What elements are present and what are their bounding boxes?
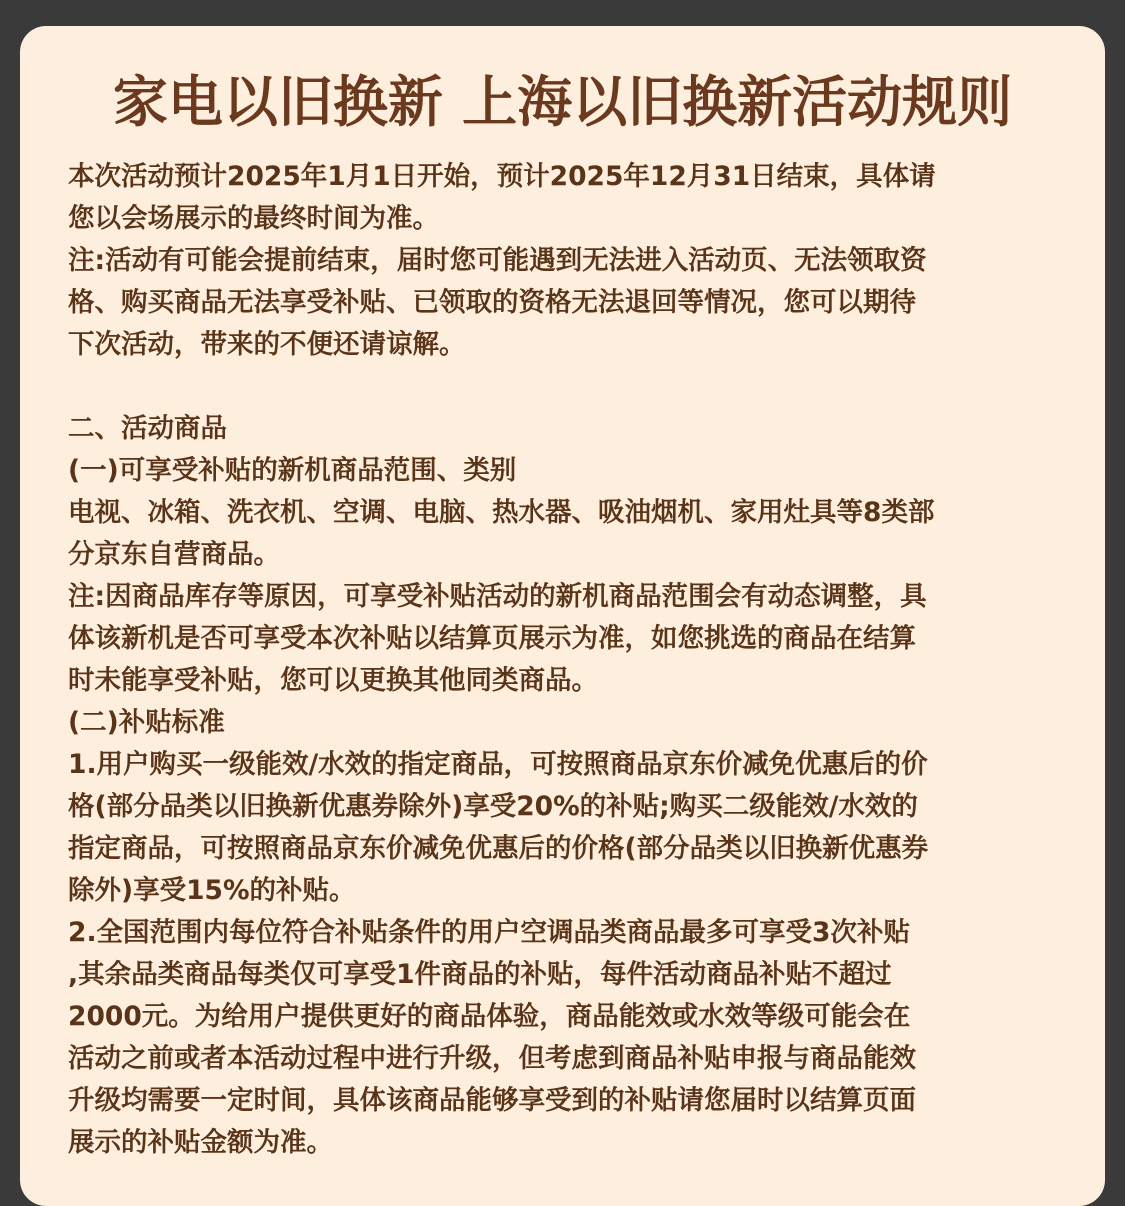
paragraph-gap	[68, 366, 1068, 408]
text-line: 格(部分品类以旧换新优惠券除外)享受20%的补贴;购买二级能效/水效的	[68, 791, 918, 822]
text-line: 时未能享受补贴，您可以更换其他同类商品。	[68, 665, 598, 696]
section-products	[68, 408, 1068, 1164]
text-line: 本次活动预计2025年1月1日开始，预计2025年12月31日结束，具体请	[68, 161, 936, 192]
text-line: 2000元。为给用户提供更好的商品体验，商品能效或水效等级可能会在	[68, 1001, 911, 1032]
section-heading: 二、活动商品	[68, 413, 227, 444]
rules-body	[68, 156, 1068, 1164]
text-line: 您以会场展示的最终时间为准。	[68, 203, 439, 234]
text-line: 注:因商品库存等原因，可享受补贴活动的新机商品范围会有动态调整，具	[68, 581, 927, 612]
text-line: 下次活动，带来的不便还请谅解。	[68, 329, 466, 360]
intro-paragraph	[68, 156, 1068, 240]
page-title: 家电以旧换新 上海以旧换新活动规则	[112, 70, 1013, 134]
text-line: 格、购买商品无法享受补贴、已领取的资格无法退回等情况，您可以期待	[68, 287, 916, 318]
text-line: 指定商品，可按照商品京东价减免优惠后的价格(部分品类以旧换新优惠券	[68, 833, 929, 864]
text-line: 电视、冰箱、洗衣机、空调、电脑、热水器、吸油烟机、家用灶具等8类部	[68, 497, 935, 528]
text-line: 分京东自营商品。	[68, 539, 280, 570]
text-line: 注:活动有可能会提前结束，届时您可能遇到无法进入活动页、无法领取资	[68, 245, 927, 276]
text-line: 1.用户购买一级能效/水效的指定商品，可按照商品京东价减免优惠后的价	[68, 749, 928, 780]
text-line: 展示的补贴金额为准。	[68, 1127, 333, 1158]
text-line: 活动之前或者本活动过程中进行升级，但考虑到商品补贴申报与商品能效	[68, 1043, 916, 1074]
subsection-heading: (二)补贴标准	[68, 707, 225, 738]
note-paragraph	[68, 240, 1068, 366]
text-line: 2.全国范围内每位符合补贴条件的用户空调品类商品最多可享受3次补贴	[68, 917, 910, 948]
text-line: 升级均需要一定时间，具体该商品能够享受到的补贴请您届时以结算页面	[68, 1085, 916, 1116]
subsection-heading: (一)可享受补贴的新机商品范围、类别	[68, 455, 517, 486]
text-line: 除外)享受15%的补贴。	[68, 875, 356, 906]
text-line: 体该新机是否可享受本次补贴以结算页展示为准，如您挑选的商品在结算	[68, 623, 916, 654]
text-line: ,其余品类商品每类仅可享受1件商品的补贴，每件活动商品补贴不超过	[68, 959, 892, 990]
